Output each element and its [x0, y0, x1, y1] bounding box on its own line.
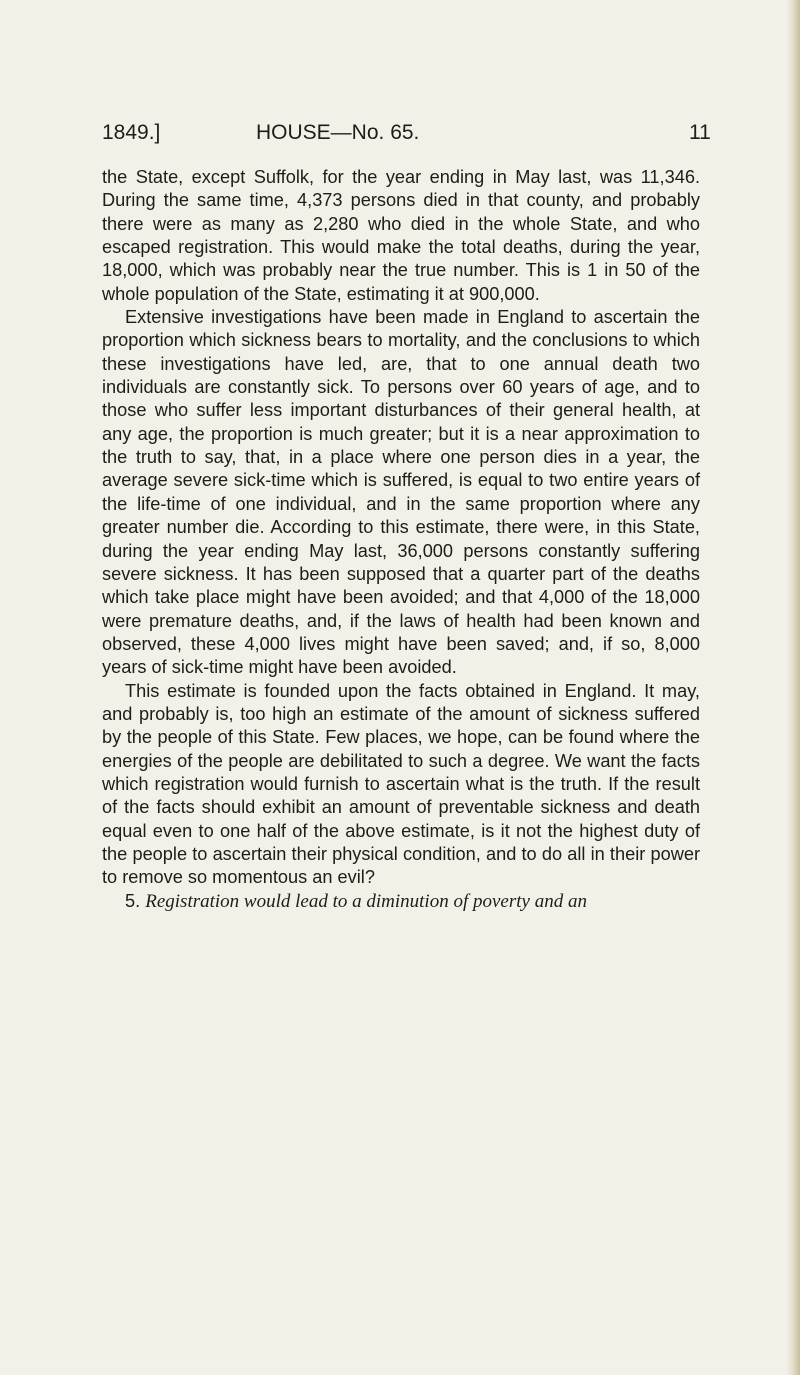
paragraph-estimate-basis: This estimate is founded upon the facts obtained in England. It may, and probably is, too high an estimate of the amount of sickness suffered by the people of this State. Few places, we hope, can be found where the energies of the people are debilitated to such a degree. We want the facts which registration would furnish to ascertain what is the truth. If the result of the facts should exhibit an amount of preventable sickness and death equal even to one half of the above estimate, is it not the highest duty of the people to ascertain their physical condition, and to do all in their power to remove so momentous an evil? [102, 680, 700, 888]
paragraph-continued: the State, except Suffolk, for the year ending in May last, was 11,346. During the same time, 4,373 persons died in that county, and probably there were as many as 2,280 who died in the whole State, and who escaped registration. This would make the total deaths, during the year, 18,000, which was probably near the true number. This is 1 in 50 of the whole population of the State, estimating it at 900,000. [102, 167, 700, 304]
section-heading-text: Registration would lead to a diminution of poverty and an [145, 890, 587, 912]
page-edge-shadow [786, 0, 800, 1375]
running-head [102, 118, 711, 148]
page-number: 11 [689, 121, 711, 144]
running-head-title: HOUSE—No. 65. [256, 121, 420, 144]
section-heading-number: 5. [125, 890, 141, 911]
body-text [102, 166, 700, 913]
section-heading [102, 890, 700, 913]
paragraph-sickness-estimate: Extensive investigations have been made in England to ascertain the proportion which sickness bears to mortality, and the conclusions to which these investigations have led, are, that to one annual death two individuals are constantly sick. To persons over 60 years of age, and to those who suffer less important disturbances of their general health, at any age, the proportion is much greater; but it is a near approximation to the truth to say, that, in a place where one person dies in a year, the average severe sick-time which is suffered, is equal to two entire years of the life-time of one individual, and in the same proportion where any greater number die. According to this estimate, there were, in this State, during the year ending May last, 36,000 persons constantly suffering severe sickness. It has been supposed that a quarter part of the deaths which take place might have been avoided; and that 4,000 of the 18,000 were premature deaths, and, if the laws of health had been known and observed, these 4,000 lives might have been saved; and, if so, 8,000 years of sick-time might have been avoided. [102, 307, 700, 678]
running-head-year: 1849.] [102, 121, 161, 144]
